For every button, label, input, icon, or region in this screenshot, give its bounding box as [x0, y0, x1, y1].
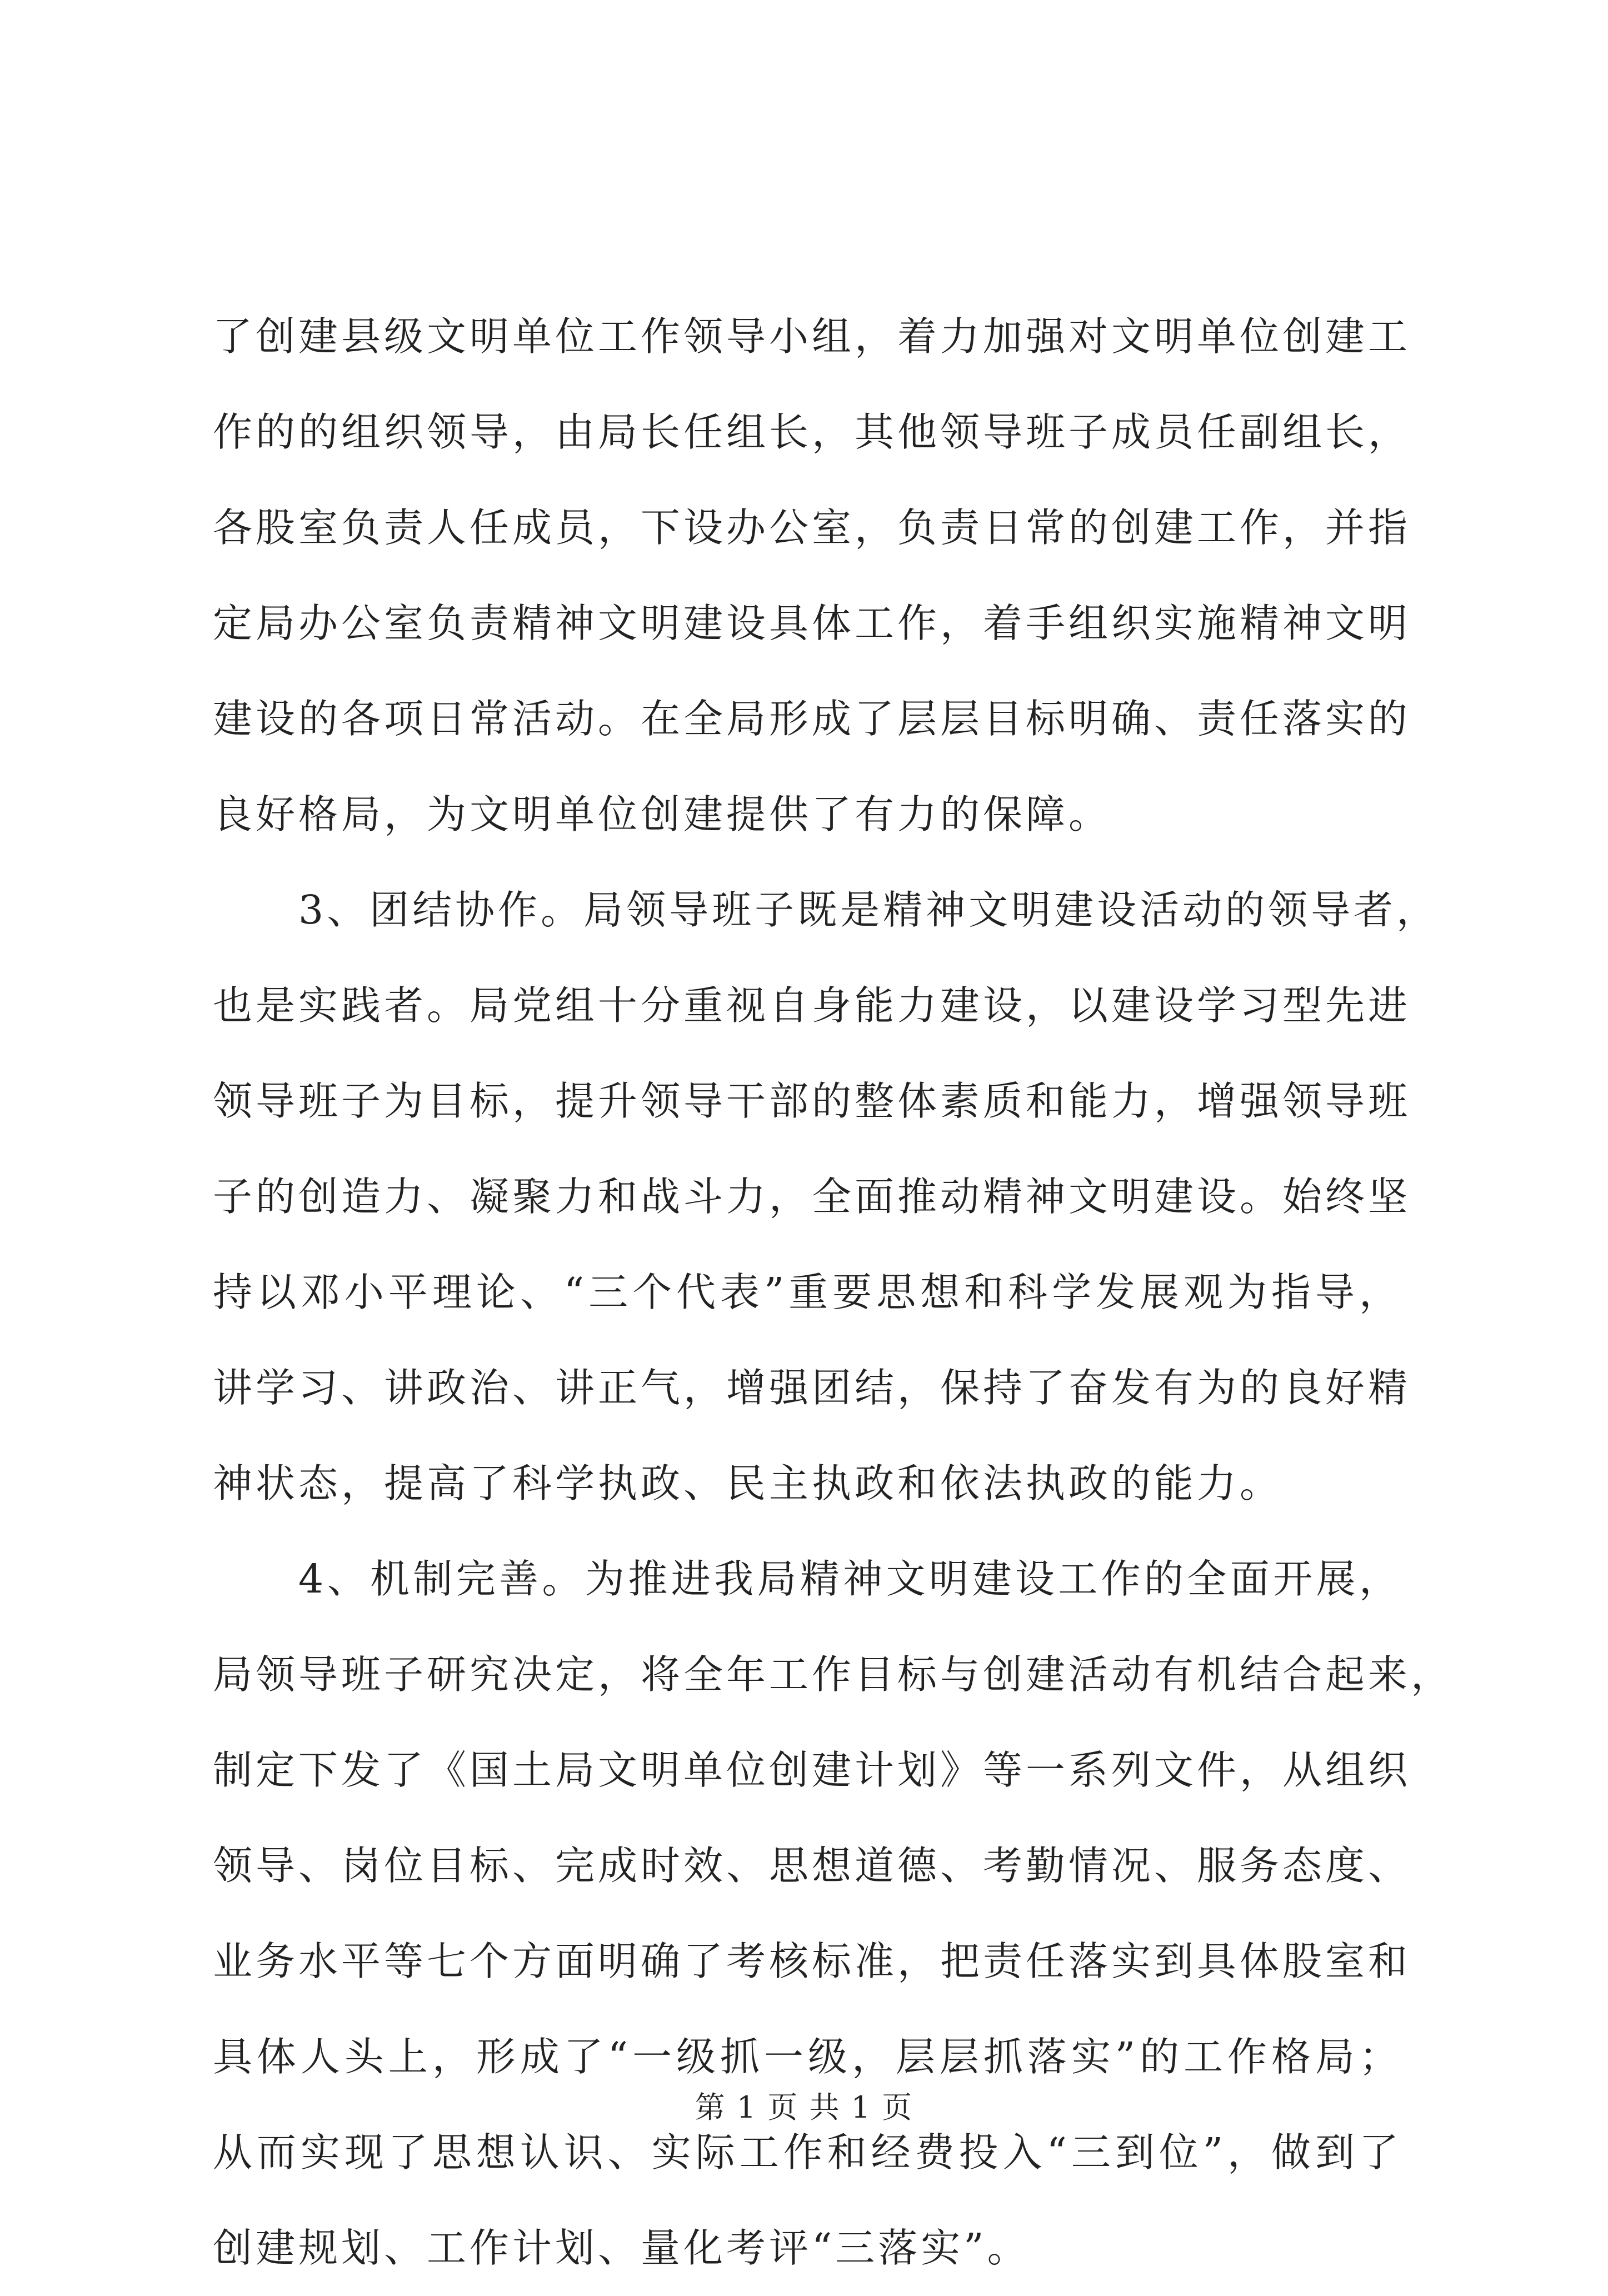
text-line-19: 具体人头上，形成了“一级抓一级，层层抓落实”的工作格局； — [213, 2034, 1402, 2080]
text-line-6: 良好格局，为文明单位创建提供了有力的保障。 — [213, 791, 1112, 837]
text-line-10: 子的创造力、凝聚力和战斗力，全面推动精神文明建设。始终坚 — [213, 1174, 1411, 1220]
text-line-15: 局领导班子研究决定，将全年工作目标与创建活动有机结合起来， — [213, 1651, 1454, 1698]
page-number-footer: 第 1 页 共 1 页 — [695, 2090, 913, 2125]
body-text — [213, 289, 1454, 2296]
text-line-16: 制定下发了《国土局文明单位创建计划》等一系列文件，从组织 — [213, 1747, 1411, 1793]
text-line-9: 领导班子为目标，提升领导干部的整体素质和能力，增强领导班 — [213, 1078, 1411, 1124]
text-line-5: 建设的各项日常活动。在全局形成了层层目标明确、责任落实的 — [213, 696, 1411, 742]
text-line-12: 讲学习、讲政治、讲正气，增强团结，保持了奋发有为的良好精 — [213, 1365, 1411, 1411]
text-line-3: 各股室负责人任成员，下设办公室，负责日常的创建工作，并指 — [213, 505, 1411, 551]
text-line-2: 作的的组织领导，由局长任组长，其他领导班子成员任副组长， — [213, 409, 1411, 455]
text-line-21: 创建规划、工作计划、量化考评“三落实”。 — [213, 2225, 1030, 2271]
text-line-8: 也是实践者。局党组十分重视自身能力建设，以建设学习型先进 — [213, 982, 1411, 1029]
text-line-13: 神状态，提高了科学执政、民主执政和依法执政的能力。 — [213, 1460, 1283, 1506]
text-line-7: 3、团结协作。局领导班子既是精神文明建设活动的领导者， — [298, 887, 1440, 933]
text-line-20: 从而实现了思想认识、实际工作和经费投入“三到位”，做到了 — [213, 2129, 1402, 2175]
text-line-17: 领导、岗位目标、完成时效、思想道德、考勤情况、服务态度、 — [213, 1843, 1411, 1889]
text-line-4: 定局办公室负责精神文明建设具体工作，着手组织实施精神文明 — [213, 600, 1411, 646]
text-line-1: 了创建县级文明单位工作领导小组，着力加强对文明单位创建工 — [213, 313, 1411, 360]
text-line-18: 业务水平等七个方面明确了考核标准，把责任落实到具体股室和 — [213, 1938, 1411, 1984]
text-line-14: 4、机制完善。为推进我局精神文明建设工作的全面开展， — [298, 1556, 1402, 1602]
text-line-11: 持以邓小平理论、“三个代表”重要思想和科学发展观为指导， — [213, 1269, 1402, 1315]
